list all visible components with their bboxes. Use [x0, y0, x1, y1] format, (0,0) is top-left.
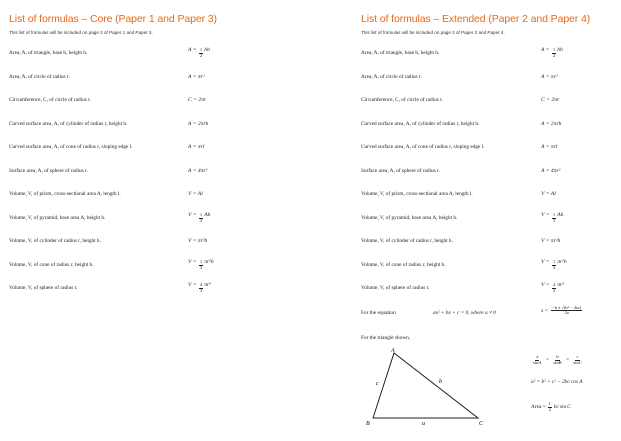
formula-description: Curved surface area, A, of cylinder of radius r, height h. — [9, 120, 128, 127]
formula-expression: V = πr²h — [541, 238, 561, 244]
formula-expression: V = πr²h — [188, 238, 208, 244]
triangle-diagram — [365, 345, 495, 430]
core-formula-row — [9, 46, 210, 60]
formula-expression: V = $\frac{1}{3}$ πr²h — [541, 258, 567, 270]
formula-description: Volume, V, of cone of radius r, height h. — [361, 261, 446, 268]
formula-description: Volume, V, of cylinder of radius r, height h. — [361, 238, 453, 244]
formula-expression: A = 4πr² — [188, 167, 208, 174]
formula-expression: V = $\frac{1}{3}$ πr²h — [188, 258, 214, 270]
extended-formula-row — [361, 187, 556, 201]
core-formula-row — [9, 281, 211, 295]
formula-description: Volume, V, of cylinder of radius r, height h. — [9, 238, 101, 244]
triangle-label: For the triangle shown, — [361, 335, 411, 341]
extended-formula-row — [361, 93, 560, 107]
formula-expression: V = $\frac{1}{3}$ Ah — [188, 211, 211, 223]
extended-heading: List of formulas – Extended (Paper 2 and Paper 4) — [361, 13, 591, 25]
core-formula-row — [9, 187, 203, 201]
side-b-label: b — [439, 379, 442, 385]
formula-description: Area, A, of circle of radius r. — [9, 73, 70, 80]
core-formula-row — [9, 140, 205, 154]
extended-formula-row — [361, 234, 561, 248]
vertex-a-label: A — [391, 348, 395, 354]
quadratic-denominator: 2a — [564, 310, 569, 316]
formula-description: Volume, V, of sphere of radius r. — [9, 285, 78, 291]
formula-description: Curved surface area, A, of cone of radius r, sloping edge l. — [9, 144, 133, 150]
core-heading: List of formulas – Core (Paper 1 and Paper 3) — [9, 13, 217, 25]
side-a-label: a — [422, 421, 425, 427]
formula-description: Curved surface area, A, of cone of radius r, sloping edge l. — [361, 144, 485, 150]
formula-description: Area, A, of circle of radius r. — [361, 73, 422, 80]
core-formula-row — [9, 93, 207, 107]
cosine-rule: a² = b² + c² − 2bc cos A — [531, 379, 583, 385]
vertex-c-label: C — [479, 421, 484, 427]
formula-description: Surface area, A, of sphere of radius r. — [361, 167, 440, 174]
triangle-shape — [373, 353, 478, 418]
area-rule: Area = $\frac{1}{2}$ bc sin C — [531, 401, 571, 412]
core-formula-row — [9, 211, 211, 225]
extended-formula-row — [361, 211, 564, 225]
formula-description: Volume, V, of prism, cross-sectional area A, length l. — [9, 191, 121, 197]
formula-expression: A = πrl — [541, 144, 558, 150]
extended-note: This list of formulas will be included on page 2 of Paper 2 and Paper 4. — [361, 30, 505, 35]
formula-expression: A = 2πrh — [541, 120, 562, 127]
formula-expression: V = Al — [541, 191, 556, 197]
extended-formula-row — [361, 281, 564, 295]
formula-expression: A = 4πr² — [541, 167, 561, 174]
formula-description: Volume, V, of pyramid, base area A, height h. — [9, 214, 106, 221]
formula-description: Curved surface area, A, of cylinder of radius r, height h. — [361, 120, 480, 127]
extended-column — [355, 0, 621, 441]
formula-expression: V = $\frac{1}{3}$ Ah — [541, 211, 564, 223]
formula-description: Surface area, A, of sphere of radius r. — [9, 167, 88, 174]
extended-formula-row — [361, 70, 558, 84]
core-formula-row — [9, 258, 214, 272]
formula-description: Volume, V, of sphere of radius r. — [361, 285, 430, 291]
formula-description: Volume, V, of pyramid, base area A, height h. — [361, 214, 458, 221]
side-c-label: c — [376, 381, 379, 387]
extended-formula-row — [361, 117, 562, 131]
extended-formula-row — [361, 258, 567, 272]
extended-formula-row — [361, 140, 558, 154]
formula-expression: C = 2πr — [188, 97, 207, 103]
extended-formula-row — [361, 46, 563, 60]
formula-description: Volume, V, of cone of radius r, height h. — [9, 261, 94, 268]
formula-description: Circumference, C, of circle of radius r. — [9, 97, 91, 103]
extended-formula-row — [361, 164, 561, 178]
core-formula-row — [9, 234, 208, 248]
quadratic-equation: ax² + bx + c = 0, where a ≠ 0 — [433, 310, 496, 316]
formula-expression: A = 2πrh — [188, 120, 209, 127]
formula-expression: V = Al — [188, 191, 203, 197]
formula-description: Circumference, C, of circle of radius r. — [361, 97, 443, 103]
formula-expression: C = 2πr — [541, 97, 560, 103]
formula-description: Volume, V, of prism, cross-sectional area A, length l. — [361, 191, 473, 197]
formula-expression: V = $\frac{4}{3}$ πr³ — [541, 282, 564, 293]
quadratic-label: For the equation — [361, 310, 396, 316]
core-formula-row — [9, 70, 205, 84]
formula-expression: A = πr² — [541, 73, 558, 80]
formula-expression: A = πrl — [188, 144, 205, 150]
quadratic-formula: x = $\frac{\text{−b ± √(b² − 4ac)}}{2a}$ — [541, 305, 582, 316]
core-formula-row — [9, 117, 209, 131]
core-note: This list of formulas will be included on page 2 of Paper 1 and Paper 3. — [9, 30, 153, 35]
formula-expression: A = πr² — [188, 73, 205, 80]
vertex-b-label: B — [366, 421, 370, 427]
formula-expression: V = $\frac{4}{3}$ πr³ — [188, 282, 211, 293]
formula-description: Area, A, of triangle, base b, height h. — [361, 50, 440, 56]
formula-description: Area, A, of triangle, base b, height h. — [9, 50, 88, 56]
formula-expression: A = $\frac{1}{2}$ bh — [541, 47, 563, 58]
formula-expression: A = $\frac{1}{2}$ bh — [188, 47, 210, 58]
quadratic-numerator: −b ± √(b² − 4ac) — [552, 305, 582, 310]
core-column — [0, 0, 300, 441]
sine-rule: $\frac{a}{\sin A}$ = $\frac{b}{\sin B}$ = $\frac{c}{\sin C}$ — [533, 354, 582, 365]
core-formula-row — [9, 164, 208, 178]
